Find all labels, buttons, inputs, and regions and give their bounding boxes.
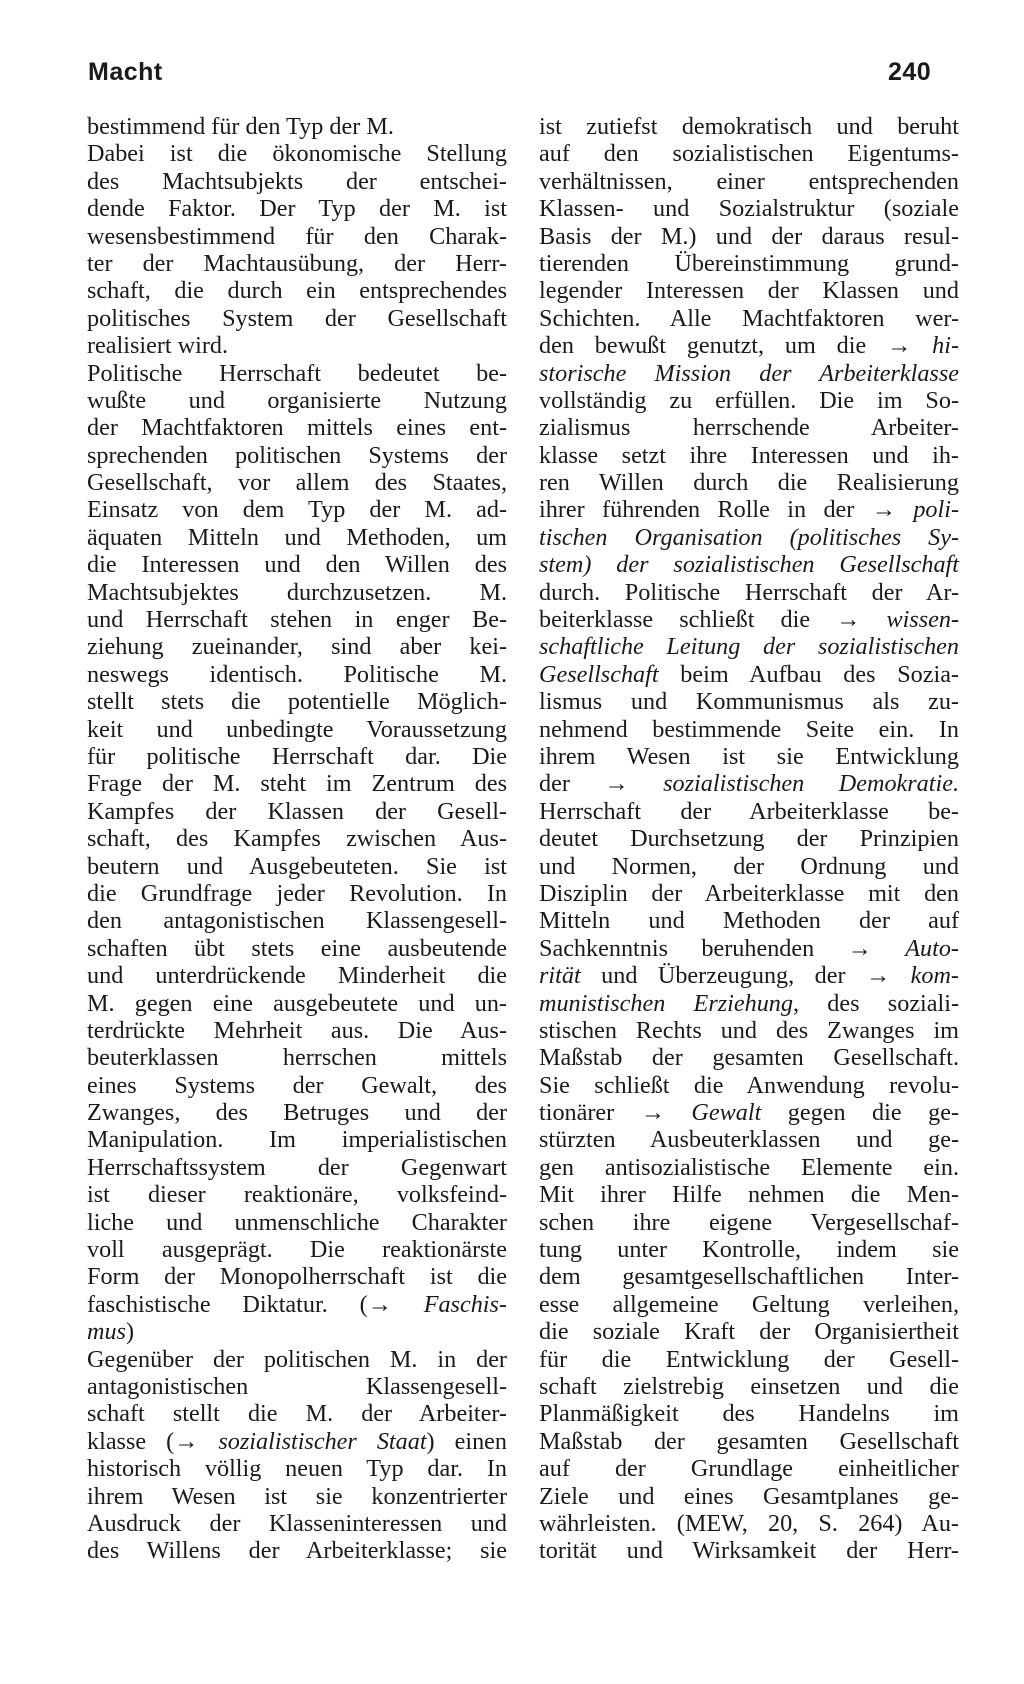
right-text-column: [539, 113, 959, 1565]
text-run: beutern und Ausgebeuteten. Sie ist: [87, 852, 507, 880]
text-line: [539, 1291, 959, 1318]
text-run: tierenden Übereinstimmung grund-: [539, 249, 959, 277]
text-run: währleisten. (MEW, 20, S. 264) Au-: [539, 1509, 959, 1537]
text-line: [87, 1154, 507, 1181]
text-line: [87, 277, 507, 304]
text-run: ) einen: [426, 1427, 507, 1455]
text-line: [539, 1181, 959, 1208]
text-run: beiterklasse schließt die →: [539, 606, 887, 634]
text-run: sprechenden politischen Systems der: [87, 441, 507, 469]
text-run: tionärer →: [539, 1099, 692, 1127]
text-run: schen ihre eigene Vergesellschaf-: [539, 1208, 959, 1236]
cross-reference-term: poli-: [913, 496, 959, 524]
text-line: [539, 1483, 959, 1510]
text-run: eines Systems der Gewalt, des: [87, 1071, 507, 1099]
text-run: stellt stets die potentielle Möglich-: [87, 688, 507, 716]
text-run: Gegenüber der politischen M. in der: [87, 1345, 507, 1373]
text-line: [539, 1318, 959, 1345]
text-line: [539, 743, 959, 770]
text-run: der →: [539, 770, 664, 798]
text-run: Planmäßigkeit des Handelns im: [539, 1400, 959, 1428]
text-line: [87, 661, 507, 688]
text-run: realisiert wird.: [87, 332, 229, 360]
text-line: [539, 606, 959, 633]
text-run: der Machtfaktoren mittels eines ent-: [87, 414, 507, 442]
text-line: [539, 661, 959, 688]
text-run: verhältnissen, einer entsprechenden: [539, 167, 959, 195]
text-line: [539, 1455, 959, 1482]
text-line: [539, 990, 959, 1017]
text-run: schaft zielstrebig einsetzen und die: [539, 1372, 959, 1400]
cross-reference-term: Gesellschaft: [539, 660, 659, 688]
text-run: Kampfes der Klassen der Gesell-: [87, 797, 507, 825]
text-run: stürzten Ausbeuterklassen und ge-: [539, 1126, 959, 1154]
text-line: [87, 907, 507, 934]
text-run: für politische Herrschaft dar. Die: [87, 742, 507, 770]
text-run: Disziplin der Arbeiterklasse mit den: [539, 879, 959, 907]
text-line: [539, 113, 959, 140]
text-line: [87, 1537, 507, 1564]
text-line: [87, 853, 507, 880]
text-line: [539, 1263, 959, 1290]
text-run: Mitteln und Methoden der auf: [539, 907, 959, 935]
text-run: dem gesamtgesellschaftlichen Inter-: [539, 1263, 959, 1291]
text-line: [87, 387, 507, 414]
text-line: [539, 524, 959, 551]
text-line: [87, 770, 507, 797]
text-run: bestimmend für den Typ der M.: [87, 113, 394, 140]
cross-reference-term: storische Mission der Arbeiterklasse: [539, 359, 959, 387]
text-run: den antagonistischen Klassengesell-: [87, 907, 507, 935]
text-run: schaften übt stets eine ausbeutende: [87, 934, 507, 962]
text-line: [87, 551, 507, 578]
text-line: [539, 1537, 959, 1564]
text-run: nehmend bestimmende Seite ein. In: [539, 715, 959, 743]
cross-reference-term: Faschis-: [423, 1290, 507, 1318]
text-run: die Interessen und den Willen des: [87, 551, 507, 579]
text-run: beim Aufbau des Sozia-: [658, 660, 959, 688]
text-line: [539, 223, 959, 250]
text-line: [539, 168, 959, 195]
text-line: [539, 469, 959, 496]
text-run: Form der Monopolherrschaft ist die: [87, 1263, 507, 1291]
text-run: ihrer führenden Rolle in der →: [539, 496, 914, 524]
text-run: Mit ihrer Hilfe nehmen die Men-: [539, 1181, 959, 1209]
text-run: den bewußt genutzt, um die →: [539, 332, 933, 360]
text-run: zialismus herrschende Arbeiter-: [539, 414, 959, 442]
text-line: [539, 1126, 959, 1153]
text-run: beuterklassen herrschen mittels: [87, 1044, 507, 1072]
cross-reference-term: Gewalt: [691, 1099, 762, 1127]
text-run: wußte und organisierte Nutzung: [87, 386, 507, 414]
text-run: dende Faktor. Der Typ der M. ist: [87, 195, 507, 223]
text-line: [87, 1072, 507, 1099]
text-run: Ausdruck der Klasseninteressen und: [87, 1509, 507, 1537]
text-line: [87, 743, 507, 770]
text-line: [87, 140, 507, 167]
text-run: auf der Grundlage einheitlicher: [539, 1455, 959, 1483]
text-line: [87, 798, 507, 825]
text-line: [539, 551, 959, 578]
text-run: ist zutiefst demokratisch und beruht: [539, 113, 959, 140]
cross-reference-term: tischen Organisation (politisches Sy-: [539, 523, 959, 551]
text-run: für die Entwicklung der Gesell-: [539, 1345, 959, 1373]
text-run: politisches System der Gesellschaft: [87, 304, 507, 332]
text-line: [87, 360, 507, 387]
text-run: Herrschaftssystem der Gegenwart: [87, 1153, 507, 1181]
text-run: deutet Durchsetzung der Prinzipien: [539, 825, 959, 853]
text-run: keit und unbedingte Voraussetzung: [87, 715, 507, 743]
cross-reference-term: schaftliche Leitung der sozialistischen: [539, 633, 959, 661]
text-run: und Normen, der Ordnung und: [539, 852, 959, 880]
text-run: Gesellschaft, vor allem des Staates,: [87, 469, 507, 497]
text-run: Schichten. Alle Machtfaktoren wer-: [539, 304, 959, 332]
text-line: [87, 716, 507, 743]
text-run: gen antisozialistische Elemente ein.: [539, 1153, 959, 1181]
text-line: [539, 1346, 959, 1373]
cross-reference-term: Auto-: [905, 934, 959, 962]
cross-reference-term: kom-: [910, 962, 959, 990]
text-line: [87, 113, 507, 140]
text-run: historisch völlig neuen Typ dar. In: [87, 1455, 507, 1483]
text-line: [87, 524, 507, 551]
text-run: Klassen- und Sozialstruktur (soziale: [539, 195, 959, 223]
cross-reference-term: sozialistischer Staat: [218, 1427, 427, 1455]
text-run: schaft, des Kampfes zwischen Aus-: [87, 825, 507, 853]
text-run: schaft stellt die M. der Arbeiter-: [87, 1400, 507, 1428]
text-line: [87, 962, 507, 989]
text-line: [87, 1126, 507, 1153]
cross-reference-term: wissen-: [886, 606, 959, 634]
text-line: [87, 305, 507, 332]
text-line: [539, 1017, 959, 1044]
text-line: [539, 332, 959, 359]
text-run: , des soziali-: [793, 989, 960, 1017]
text-run: torität und Wirksamkeit der Herr-: [539, 1537, 959, 1565]
text-line: [87, 1236, 507, 1263]
text-line: [539, 688, 959, 715]
text-line: [539, 277, 959, 304]
text-line: [87, 442, 507, 469]
text-run: durch. Politische Herrschaft der Ar-: [539, 578, 959, 606]
text-run: legender Interessen der Klassen und: [539, 277, 959, 305]
text-line: [87, 1483, 507, 1510]
text-line: [87, 990, 507, 1017]
text-line: [539, 716, 959, 743]
text-line: [539, 853, 959, 880]
text-line: [539, 387, 959, 414]
text-run: ihrem Wesen ist sie Entwicklung: [539, 742, 959, 770]
text-run: Maßstab der gesamten Gesellschaft.: [539, 1044, 959, 1072]
text-run: die soziale Kraft der Organisiertheit: [539, 1318, 959, 1346]
running-head-keyword: Macht: [88, 58, 163, 86]
text-run: ren Willen durch die Realisierung: [539, 469, 959, 497]
text-run: wesensbestimmend für den Charak-: [87, 222, 507, 250]
text-run: faschistische Diktatur. (→: [87, 1290, 424, 1318]
text-run: ihrem Wesen ist sie konzentrierter: [87, 1482, 507, 1510]
text-run: vollständig zu erfüllen. Die im So-: [539, 386, 959, 414]
text-line: [539, 442, 959, 469]
text-run: terdrückte Mehrheit aus. Die Aus-: [87, 1016, 507, 1044]
text-line: [87, 825, 507, 852]
text-line: [539, 825, 959, 852]
text-line: [87, 606, 507, 633]
text-line: [87, 1209, 507, 1236]
text-line: [87, 1510, 507, 1537]
text-run: ziehung zueinander, sind aber kei-: [87, 633, 507, 661]
text-run: Herrschaft der Arbeiterklasse be-: [539, 797, 959, 825]
text-line: [539, 250, 959, 277]
cross-reference-term: sozialistischen Demokratie.: [663, 770, 959, 798]
cross-reference-term: rität: [539, 962, 581, 990]
text-line: [87, 469, 507, 496]
text-run: des Machtsubjekts der entschei-: [87, 167, 507, 195]
text-line: [87, 414, 507, 441]
text-line: [87, 1318, 507, 1345]
text-line: [539, 1428, 959, 1455]
text-run: antagonistischen Klassengesell-: [87, 1372, 507, 1400]
cross-reference-term: munistischen Erziehung: [539, 989, 793, 1017]
text-run: und unterdrückende Minderheit die: [87, 962, 507, 990]
text-run: auf den sozialistischen Eigentums-: [539, 140, 959, 168]
text-run: klasse setzt ihre Interessen und ih-: [539, 441, 959, 469]
text-line: [539, 360, 959, 387]
text-run: Sie schließt die Anwendung revolu-: [539, 1071, 959, 1099]
text-run: tung unter Kontrolle, indem sie: [539, 1236, 959, 1264]
text-run: klasse (→: [87, 1427, 219, 1455]
text-run: Maßstab der gesamten Gesellschaft: [539, 1427, 959, 1455]
text-line: [87, 168, 507, 195]
text-line: [87, 195, 507, 222]
text-line: [539, 195, 959, 222]
text-line: [539, 305, 959, 332]
text-run: Politische Herrschaft bedeutet be-: [87, 359, 507, 387]
text-line: [87, 633, 507, 660]
text-run: äquaten Mitteln und Methoden, um: [87, 523, 507, 551]
text-line: [539, 633, 959, 660]
text-line: [539, 140, 959, 167]
text-line: [539, 770, 959, 797]
text-line: [539, 1044, 959, 1071]
text-run: schaft, die durch ein entsprechendes: [87, 277, 507, 305]
text-line: [87, 1263, 507, 1290]
text-line: [87, 1044, 507, 1071]
text-line: [87, 935, 507, 962]
text-line: [87, 223, 507, 250]
text-line: [87, 1017, 507, 1044]
cross-reference-term: hi-: [932, 332, 959, 360]
text-line: [539, 962, 959, 989]
cross-reference-term: stem) der sozialistischen Gesellschaft: [539, 551, 959, 579]
text-line: [539, 1072, 959, 1099]
text-line: [539, 1209, 959, 1236]
text-run: lismus und Kommunismus als zu-: [539, 688, 959, 716]
text-line: [539, 579, 959, 606]
text-run: Basis der M.) und der daraus resul-: [539, 222, 959, 250]
text-run: und Herrschaft stehen in enger Be-: [87, 606, 507, 634]
text-line: [539, 1236, 959, 1263]
text-line: [539, 880, 959, 907]
text-run: und Überzeugung, der →: [580, 962, 911, 990]
cross-reference-term: mus: [87, 1318, 126, 1346]
left-text-column: [87, 113, 507, 1565]
text-run: ist dieser reaktionäre, volksfeind-: [87, 1181, 507, 1209]
text-line: [87, 1099, 507, 1126]
text-line: [539, 1400, 959, 1427]
text-line: [539, 414, 959, 441]
text-line: [539, 798, 959, 825]
text-run: Manipulation. Im imperialistischen: [87, 1126, 507, 1154]
text-line: [87, 688, 507, 715]
text-line: [539, 496, 959, 523]
text-run: die Grundfrage jeder Revolution. In: [87, 879, 507, 907]
page-number: 240: [888, 58, 932, 86]
text-run: Dabei ist die ökonomische Stellung: [87, 140, 507, 168]
text-line: [539, 907, 959, 934]
text-line: [87, 250, 507, 277]
text-run: Ziele und eines Gesamtplanes ge-: [539, 1482, 959, 1510]
text-run: voll ausgeprägt. Die reaktionärste: [87, 1236, 507, 1264]
text-line: [539, 935, 959, 962]
text-line: [87, 1291, 507, 1318]
text-line: [87, 1455, 507, 1482]
text-run: Frage der M. steht im Zentrum des: [87, 770, 507, 798]
text-run: liche und unmenschliche Charakter: [87, 1208, 507, 1236]
text-line: [87, 332, 507, 359]
text-line: [87, 1346, 507, 1373]
text-run: M. gegen eine ausgebeutete und un-: [87, 989, 507, 1017]
text-run: neswegs identisch. Politische M.: [87, 660, 507, 688]
text-line: [87, 880, 507, 907]
text-line: [539, 1154, 959, 1181]
text-line: [87, 1400, 507, 1427]
text-run: Sachkenntnis beruhenden →: [539, 934, 906, 962]
text-run: Zwanges, des Betruges und der: [87, 1099, 507, 1127]
text-line: [87, 579, 507, 606]
text-run: gegen die ge-: [761, 1099, 960, 1127]
text-line: [87, 1181, 507, 1208]
text-line: [539, 1099, 959, 1126]
text-run: esse allgemeine Geltung verleihen,: [539, 1290, 959, 1318]
text-line: [87, 1373, 507, 1400]
text-line: [539, 1510, 959, 1537]
text-run: ): [125, 1318, 135, 1346]
text-line: [87, 496, 507, 523]
text-run: stischen Rechts und des Zwanges im: [539, 1016, 959, 1044]
text-line: [87, 1428, 507, 1455]
text-run: ter der Machtausübung, der Herr-: [87, 249, 507, 277]
text-run: Machtsubjektes durchzusetzen. M.: [87, 578, 507, 606]
text-line: [539, 1373, 959, 1400]
text-run: Einsatz von dem Typ der M. ad-: [87, 496, 507, 524]
text-run: des Willens der Arbeiterklasse; sie: [87, 1537, 507, 1565]
